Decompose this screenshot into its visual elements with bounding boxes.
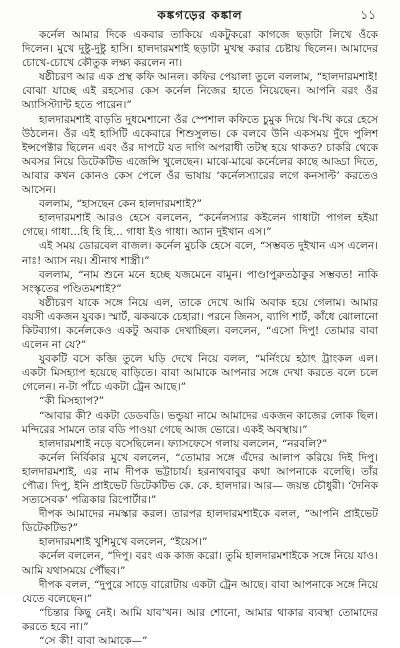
paragraph: “চিন্তার কিছু নেই। আমি যাব’খন। আর শোনো, আমার থাকার ব্যবস্থা তোমাদের করতে হবে না।” xyxy=(22,606,378,633)
paragraph: হালদারমশাই আরও হেসে বললেন, “কর্নেলস্যার কইলেন গাধাটা পাগল হইয়া গেছে। গাধা...হি হি হি... গাধা ইও গাধা। অ্যান দুইখান এস।” xyxy=(22,212,378,239)
paragraph: “সে কী! বাবা আমাকে—” xyxy=(38,635,148,648)
book-title: কঙ্কগড়ের কঙ্কাল xyxy=(157,8,243,22)
paragraph: কর্নেল আমার দিকে একবার তাকিয়ে একটুকরো কাগজে ছড়াটা লিখে ওঁকে দিলেন। মুখে দুষ্টু-দুষ্টু হাসি। হালদারমশাই ছড়াটা মুখস্থ করার চেষ্টায় ছিলেন। আমাদের চোখে-চোখে কৌতুক লক্ষ্য করলেন না। xyxy=(22,29,378,70)
paragraph: কর্নেল নির্বিকার মুখে বললেন, “তোমার সঙ্গে এঁদের আলাপ করিয়ে দিই দিপু। হালদারমশাই, এর নাম দীপক ভট্টাচার্য। হরনাথবাবুর কথা আপনাকে বলেছি। তাঁর পৌত্র। দিপু, ইনি প্রাইভেট ডিটেকটিভ কে. কে. হালদার। আর— জয়ন্ত চৌধুরী। ‘দৈনিক সত্যসেবক’ পত্রিকার রিপোর্টার।” xyxy=(22,451,378,507)
paragraph: হালদারমশাই বাড়তি দুধমেশানো ওঁর স্পেশাল কফিতে চুমুক দিয়ে খি-খি করে হেসে উঠলেন। ওঁর এই হাসিটি একেবারে শিশুসুলভ। কে বলবে উনি একসময় দুঁদে পুলিশ ইন্সপেক্টার ছিলেন এবং ওঁর দাপটে যত দাগি অপরাধী তটস্থ হয়ে থাকত? চাকরি থেকে অবসর নিয়ে ডিটেকটিভ এজেন্সি খুলেছেন। মাঝে-মাঝে কর্নেলের কাছে আড্ডা দিতে, আবার কখন কোনও কেস পেলে ওঁর ভাষায় ‘কর্নেলস্যারের লগে কনসাল্ট’ করতেও আসেন। xyxy=(22,113,378,197)
page-number: ১১ xyxy=(360,8,376,22)
paragraph: দীপক আমাদের নমস্কার করল। তারপর হালদারমশাইকে বলল, “আপনি প্রাইভেট ডিটেকটিভ?” xyxy=(22,508,378,535)
paragraph: বললাম, “হাসছেন কেন হালদারমশাই?” xyxy=(38,198,202,211)
paragraph: বললাম, “নাম শুনে মনে হচ্ছে যজমেনে বামুন। পাণ্ডাপুরুতঠাকুর সম্ভবত! নাকি সংস্কৃতের পণ্ডিতমশাই?” xyxy=(22,268,378,295)
paragraph: ষষ্ঠীচরণ আর এক প্রস্থ কফি আনল। কফির পেয়ালা তুলে বললাম, “হালদারমশাই! বোঝা যাচ্ছে এই রহস্যের কেস কর্নেল নিজের হাতে নিয়েছেন। আপনি বরং ওঁর অ্যাসিস্ট্যান্ট হতে পারেন।” xyxy=(22,71,378,112)
paragraph: যুবকটি বসে কব্জি তুলে ঘড়ি দেখে নিয়ে বলল, “মর্নিংয়ে হঠাৎ ট্রাংকল এল। একটা মিসহ্যাপ হয়েছে বাড়িতে। বাবা আমাকে আপনার সঙ্গে দেখা করতে বলে চলে গেলেন। ন-টা পাঁচে একটা ট্রেন আছে।” xyxy=(22,353,378,394)
paragraph: “আবার কী? একটা ডেডবডি। ভন্ডুয়া নামে আমাদের একজন কাজের লোক ছিল। মন্দিরের সামনে তার বডি পাওয়া গেছে আজ ভোরে। একই অবস্থায়।” xyxy=(22,409,378,436)
paragraph: “কী মিসহ্যাপ?” xyxy=(38,395,105,408)
running-header xyxy=(0,6,400,24)
paragraph: কর্নেল বললেন, “দিপু। বরং এক কাজ করো। তুমি হালদারমশাইকে সঙ্গে নিয়ে যাও। আমি যথাসময়ে পৌঁছব।” xyxy=(22,550,378,577)
body-text xyxy=(22,28,378,648)
paragraph: ষষ্ঠীচরণ যাকে সঙ্গে নিয়ে এল, তাকে দেখে আমি অবাক হয়ে গেলাম। আমার বয়সী একজন যুবক। স্মার্ট, ঝকঝকে চেহারা। পরনে জিনস, ব্যাগি শার্ট, কাঁধে ঝোলানো কিটব্যাগ। কর্নেলকেও একটু অবাক দেখাচ্ছিল। বললেন, “এসো দিপু! তোমার বাবা এলেন না যে?” xyxy=(22,296,378,352)
paragraph: হালদারমশাই নড়ে বসেছিলেন। ফ্যাসফেসে গলায় বললেন, “নরবলি?” xyxy=(38,437,328,450)
paragraph: হালদারমশাই খুশিমুখে বললেন, “ইয়েস।” xyxy=(38,536,208,549)
paragraph: এই সময় ডোরবেল বাজল। কর্নেল মুচকি হেসে বলে, “সম্ভবত দুইখান এস এলেন। নাঃ! অ্যাস নয়। শ্রীনাথ শাস্ত্রী।” xyxy=(22,240,378,267)
paragraph: দীপক বলল, “দুপুরে সাড়ে বারোটায় একটা ট্রেন আছে। বাবা আপনাকে সঙ্গে নিয়ে যেতে বলেছেন।” xyxy=(22,578,378,605)
